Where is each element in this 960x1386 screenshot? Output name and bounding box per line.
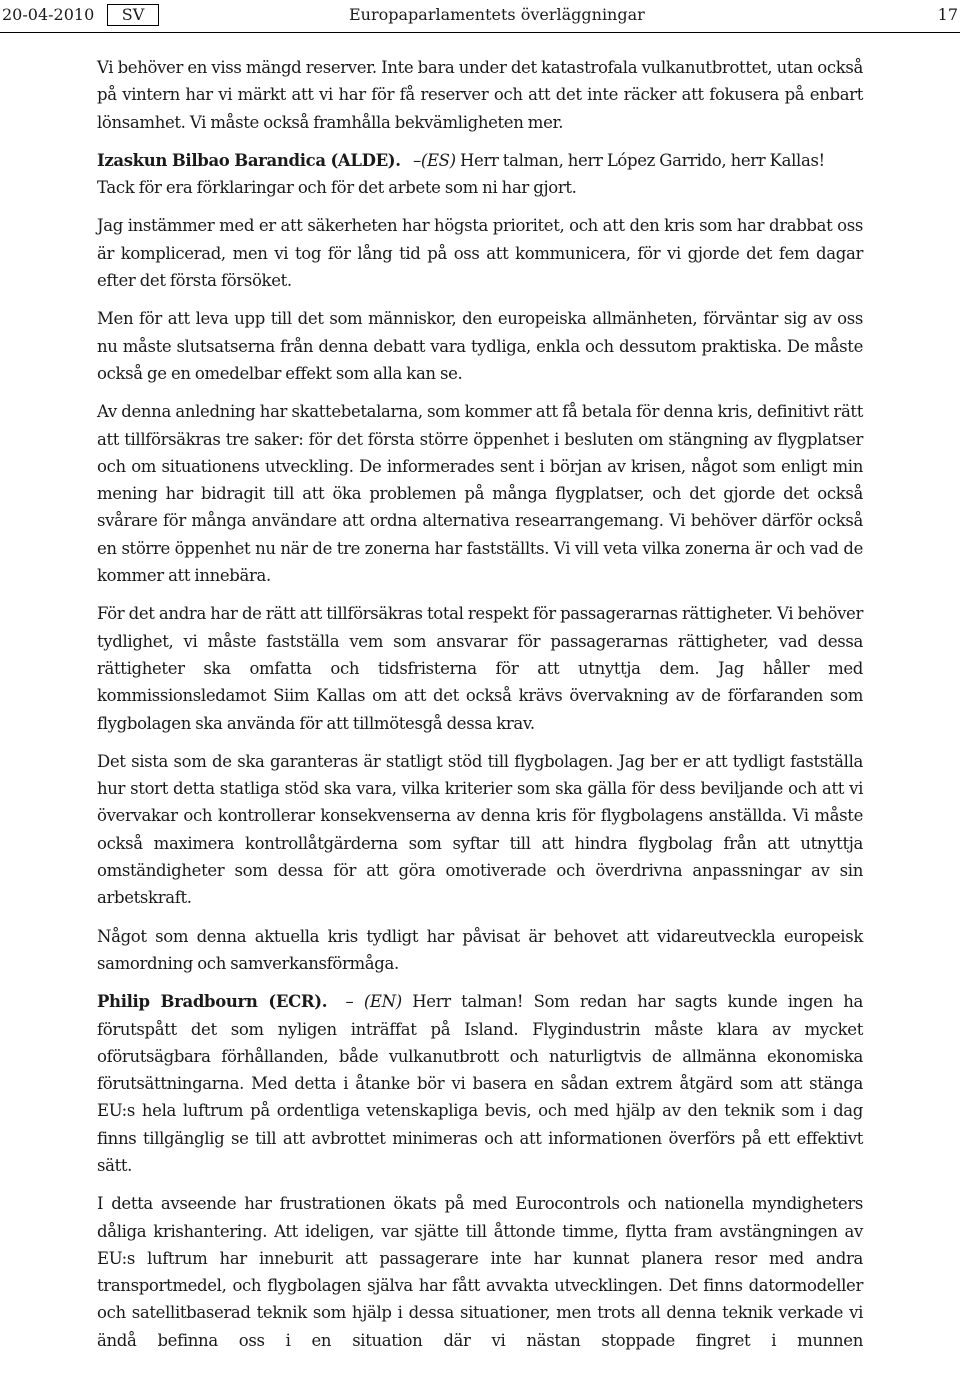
speaker-name: Philip Bradbourn (ECR). [97,992,328,1012]
language-tag: (ES) [420,150,456,170]
header-date: 20-04-2010 [2,5,95,24]
paragraph-3: Jag instämmer med er att säkerheten har högsta prioritet, och att den kris som har drabbat oss är komplicerad, men vi tog för lång tid på oss att kommunicera, för vi gjorde det fem dagar efter det första försöket. [97,216,863,291]
paragraph-7: Det sista som de ska garanteras är statligt stöd till flygbolagen. Jag ber er att tydligt fastställa hur stort detta statliga stöd ska vara, vilka kriterier som ska gälla för dess beviljande och att vi övervakar och kontrollerar konsekvenserna av denna kris för flygbolagens anställda. Vi måste också maximera kontrollåtgärderna som syftar till att hindra flygbolag från att utnyttja omständigheter som dessa för att göra omotiverade och överdrivna anpassningar av sin arbetskraft. [97,751,863,908]
page-number: 17 [937,5,958,24]
paragraph-10: I detta avseende har frustrationen ökats på med Eurocontrols och nationella myndigheters dåliga krishantering. Att ideligen, var sjätte till åttonde timme, flytta fram avstängningen av EU:s luftrum har inneburit att passagerare inte har kunnat planera resor med andra transportmedel, och flygbolagen själva har fått avvakta utvecklingen. Det finns datormodeller och satellitbaserad teknik som hjälp i dessa situationer, men trots all denna teknik verkade vi ändå befinna oss i en situation där vi nästan stoppade fingret i munnen [97,1194,863,1350]
speech-text: Herr talman, herr López Garrido, herr Kallas! Tack för era förklaringar och för det arbete som ni har gjort. [97,150,825,198]
paragraph-5: Av denna anledning har skattebetalarna, som kommer att få betala för denna kris, definitivt rätt att tillförsäkras tre saker: för det första större öppenhet i besluten om stängning av flygplatser och om situationens utveckling. De informerades sent i början av krisen, något som enligt min mening har bidragit till att öka problemen på många flygplatser, och det gjorde det också svårare för många användare att ordna alternativa researrangemang. Vi behöver därför också en större öppenhet nu när de tre zonerna har fastställts. Vi vill veta vilka zonerna är och vad de kommer att innebära. [97,402,863,586]
language-code-box: SV [107,4,159,26]
paragraph-6: För det andra har de rätt att tillförsäkras total respekt för passagerarnas rättigheter. Vi behöver tydlighet, vi måste fastställa vem som ansvarar för passagerarnas rättigheter, vad dessa rättigheter ska omfatta och tidsfristerna för att utnyttja dem. Jag håller med kommissionsledamot Siim Kallas om att det också krävs övervakning av de förfaranden som flygbolagen ska använda för att tillmötesgå dessa krav. [97,604,863,733]
paragraph-2 [97,147,863,202]
paragraph-9 [97,988,863,1179]
document-body [97,54,863,1354]
header-rule [0,32,960,33]
paragraph-1: Vi behöver en viss mängd reserver. Inte bara under det katastrofala vulkanutbrottet, utan också på vintern har vi märkt att vi har för få reserver och att det inte räcker att fokusera på enbart lönsamhet. Vi måste också framhålla bekvämligheten mer. [97,58,863,132]
paragraph-8: Något som denna aktuella kris tydligt har påvisat är behovet att vidareutveckla europeisk samordning och samverkansförmåga. [97,926,863,973]
speech-text: Herr talman! Som redan har sagts kunde ingen ha förutspått det som nyligen inträffat på Island. Flygindustrin måste klara av mycket oförutsägbara förhållanden, både vulkanutbrott och naturligtvis de allmänna ekonomiska förutsättningarna. Med detta i åtanke bör vi basera en sådan extrem åtgärd som att stänga EU:s hela luftrum på ordentliga vetenskapliga bevis, och med hjälp av den teknik som i dag finns tillgänglig se till att avbrottet minimeras och att informationen överförs på ett effektivt sätt. [97,992,864,1175]
page-header [0,0,960,32]
speech-dash: – [345,992,354,1012]
header-title: Europaparlamentets överläggningar [349,5,645,24]
speech-dash: – [412,150,421,170]
speaker-name: Izaskun Bilbao Barandica (ALDE). [97,150,401,170]
language-tag: (EN) [363,992,402,1012]
paragraph-4: Men för att leva upp till det som människor, den europeiska allmänheten, förväntar sig av oss nu måste slutsatserna från denna debatt vara tydliga, enkla och dessutom praktiska. De måste också ge en omedelbar effekt som alla kan se. [97,309,863,383]
